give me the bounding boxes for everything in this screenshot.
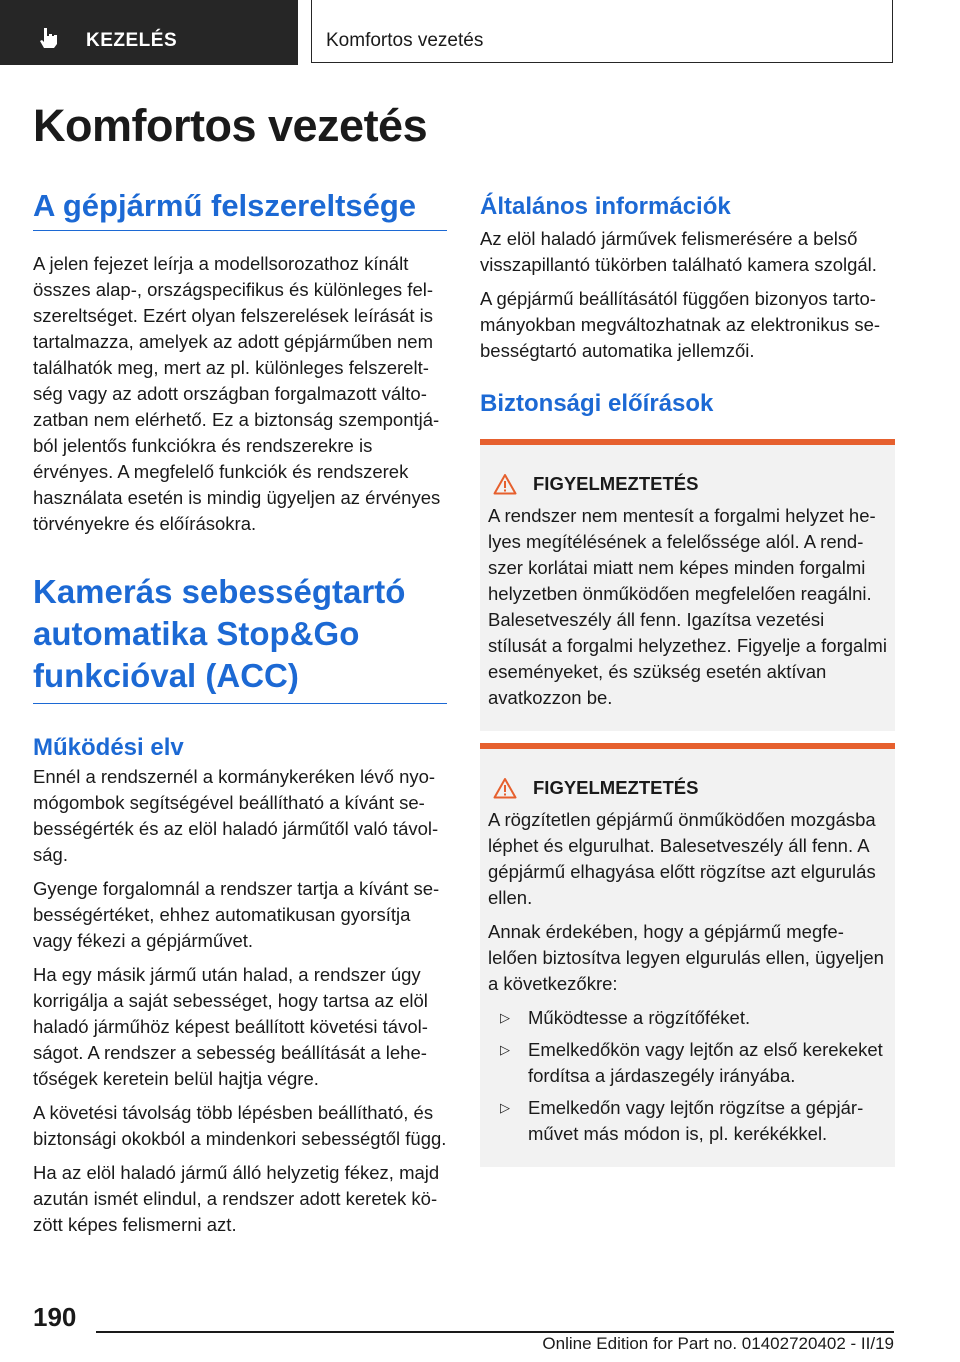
section-label: KEZELÉS — [86, 30, 178, 51]
paragraph-equipment: A jelen fejezet leírja a modellsorozathoz kínált összes alap-, országspecifikus és különleges felszereltséget. Ezért olyan felszerelések leírását is tartalmazza, amelyek az adott gépjárműben nem találhatók meg, mert az pl. különleges felszereltség vagy az adott országban forgalmazott változatban nem elérhető. Ez a biztonság szempontjából jelentős funkciókra és rendszerekre is érvényes. A megfelelő funkciók és rendszerek használata esetén is mindig ügyeljen az érvényes törvényekre és előírásokra. — [33, 252, 441, 534]
list-item — [488, 1037, 887, 1089]
warning-box-2 — [480, 743, 895, 1167]
heading-acc: Kamerás sebességtartó automatika Stop&Go funkcióval (ACC) — [33, 571, 447, 704]
section-tab — [0, 0, 298, 65]
edition-note: Online Edition for Part no. 01402720402 - II/19 — [542, 1334, 894, 1353]
chapter-label: Komfortos vezetés — [326, 30, 484, 51]
hand-pointer-icon — [38, 26, 60, 48]
paragraph-principle-4: A követési távolság több lépésben beállítható, és biztonsági okokból a mindenkori sebességtől függ. — [33, 1102, 447, 1150]
warning-triangle-icon — [493, 473, 517, 495]
paragraph-principle-1: Ennél a rendszernél a kormánykeréken lévő nyomógombok segítségével beállítható a kívánt sebességérték és az elöl haladó járműtől való távolság. — [33, 766, 439, 866]
warning-text-2b: Annak érdekében, hogy a gépjármű megfelelően biztosítva legyen elgurulás ellen, ügyeljen a következőkre: — [488, 920, 884, 994]
triangle-bullet-icon: ▷ — [500, 1041, 510, 1057]
triangle-bullet-icon: ▷ — [500, 1099, 510, 1115]
right-column — [480, 193, 895, 1167]
bullet-text-2: Emelkedőkön vagy lejtőn az első kerekeket fordítsa a járdaszegély irányába. — [528, 1038, 883, 1086]
warning-title-1 — [488, 471, 887, 497]
paragraph-principle-2: Gyenge forgalomnál a rendszer tartja a kívánt sebességértéket, ehhez automatikusan gyorsítja vagy fékezi a gépjárművet. — [33, 878, 440, 952]
heading-general: Általános információk — [480, 193, 731, 220]
warning-title-2 — [488, 775, 887, 801]
list-item — [488, 1005, 887, 1031]
paragraph-general-2: A gépjármű beállításától függően bizonyos tartományokban megváltozhatnak az elektronikus sebességtartó automatika jellemzői. — [480, 287, 881, 361]
warning-title-text-2: FIGYELMEZTETÉS — [533, 776, 699, 798]
footer-rule — [96, 1331, 894, 1333]
chapter-header — [311, 0, 893, 63]
warning-box-1 — [480, 439, 895, 731]
warning-title-text-1: FIGYELMEZTETÉS — [533, 472, 699, 494]
triangle-bullet-icon: ▷ — [500, 1009, 510, 1025]
paragraph-general-1: Az elöl haladó járművek felismerésére a belső visszapillantó tükörben található kamera szolgál. — [480, 227, 877, 275]
page-number: 190 — [33, 1302, 77, 1332]
list-item — [488, 1095, 887, 1147]
bullet-text-1: Működtesse a rögzítőféket. — [528, 1006, 751, 1028]
warning-text-2a: A rögzítetlen gépjármű önműködően mozgásba léphet és elgurulhat. Balesetveszély áll fenn. A gépjármű elhagyása előtt rögzítse azt elgurulás ellen. — [488, 808, 876, 908]
paragraph-principle-3: Ha egy másik jármű után halad, a rendszer úgy korrigálja a saját sebességet, hogy tartsa az elöl haladó járműhöz képest beállított követési távolságot. A rendszer a sebesség beállítását a lehetőségek keretein belül hajtja végre. — [33, 964, 428, 1090]
warning-bullet-list — [488, 1005, 887, 1147]
heading-equipment: A gépjármű felszereltsége — [33, 188, 447, 231]
warning-text-1: A rendszer nem mentesít a forgalmi helyzet helyes megítélésének a felelőssége alól. A rendszer korlátai miatt nem képes minden forgalmi helyzetben önműködően megfelelően reagálni. Balesetveszély áll fenn. Igazítsa vezetési stílusát a forgalmi helyzethez. Figyelje a forgalmi eseményeket, és szükség esetén aktívan avatkozzon be. — [488, 504, 887, 708]
heading-principle: Működési elv — [33, 733, 184, 761]
left-column — [33, 188, 447, 1238]
paragraph-principle-5: Ha az elöl haladó jármű álló helyzetig fékez, majd azután ismét elindul, a rendszer adott keretek között képes felismerni azt. — [33, 1162, 440, 1236]
heading-safety: Biztonsági előírások — [480, 389, 714, 417]
page-title: Komfortos vezetés — [33, 100, 428, 151]
bullet-text-3: Emelkedőn vagy lejtőn rögzítse a gépjárművet más módon is, pl. kerékékkel. — [528, 1096, 864, 1144]
warning-triangle-icon — [493, 777, 517, 799]
